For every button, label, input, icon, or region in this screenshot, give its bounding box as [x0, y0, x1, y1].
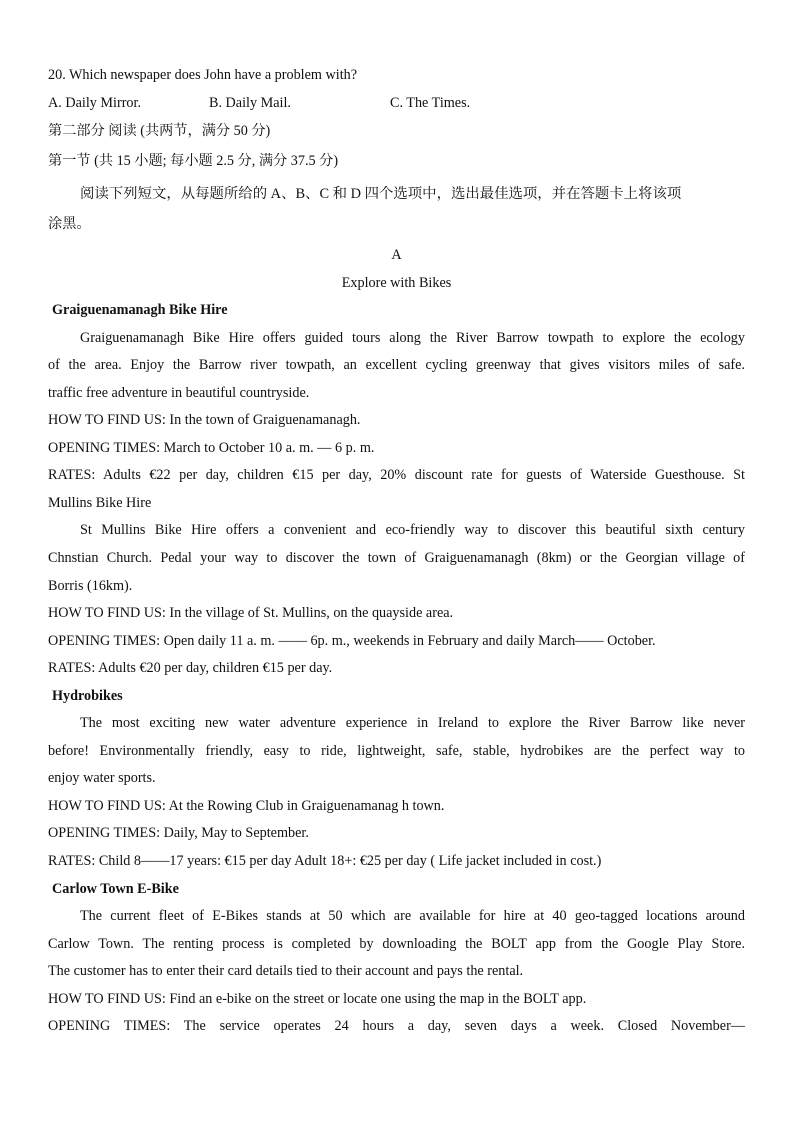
passage-line: OPENING TIMES: Open daily 11 a. m. —— 6p. m., weekends in February and daily March—— October. [48, 633, 656, 649]
passage-line: HOW TO FIND US: In the town of Graiguenamanagh. [48, 412, 361, 428]
section-heading: Hydrobikes [52, 688, 123, 704]
option-b: B. Daily Mail. [209, 95, 291, 111]
section-heading: Graiguenamanagh Bike Hire [52, 302, 228, 318]
passage-line: of the area. Enjoy the Barrow river towpath, an excellent cycling greenway that gives visitors miles of safe. [48, 357, 745, 373]
passage-line: before! Environmentally friendly, easy to ride, lightweight, safe, stable, hydrobikes are the perfect way to [48, 743, 745, 759]
passage-line: OPENING TIMES: Daily, May to September. [48, 825, 309, 841]
option-a: A. Daily Mirror. [48, 95, 141, 111]
passage-line: HOW TO FIND US: Find an e-bike on the street or locate one using the map in the BOLT app. [48, 991, 587, 1007]
passage-line: HOW TO FIND US: In the village of St. Mullins, on the quayside area. [48, 605, 454, 621]
passage-line: OPENING TIMES: March to October 10 a. m. — 6 p. m. [48, 440, 375, 456]
passage-line: The customer has to enter their card details tied to their account and pays the rental. [48, 963, 524, 979]
passage-line: Chnstian Church. Pedal your way to discover the town of Graiguenamanagh (8km) or the Georgian village of [48, 550, 745, 566]
passage-title: Explore with Bikes [341, 275, 452, 291]
section-part-heading: 第二部分 阅读 (共两节，满分 50 分) [48, 123, 271, 139]
passage-line: RATES: Adults €22 per day, children €15 per day, 20% discount rate for guests of Waterside Guesthouse. St [48, 467, 745, 483]
passage-line: The most exciting new water adventure experience in Ireland to explore the River Barrow like never [80, 715, 745, 731]
passage-line: RATES: Adults €20 per day, children €15 per day. [48, 660, 333, 676]
instructions-line-2: 涂黑。 [48, 216, 91, 232]
subsection-heading: 第一节 (共 15 小题; 每小题 2.5 分, 满分 37.5 分) [48, 153, 339, 169]
passage-line: enjoy water sports. [48, 770, 156, 786]
passage-line: St Mullins Bike Hire offers a convenient and eco-friendly way to discover this beautiful sixth century [80, 522, 745, 538]
section-heading: Carlow Town E-Bike [52, 881, 179, 897]
passage-line: Graiguenamanagh Bike Hire offers guided tours along the River Barrow towpath to explore the ecology [80, 330, 745, 346]
option-c: C. The Times. [390, 95, 471, 111]
passage-line: RATES: Child 8——17 years: €15 per day Adult 18+: €25 per day ( Life jacket included in cost.) [48, 853, 602, 869]
passage-line: HOW TO FIND US: At the Rowing Club in Graiguenamanag h town. [48, 798, 445, 814]
passage-line: Carlow Town. The renting process is completed by downloading the BOLT app from the Google Play Store. [48, 936, 745, 952]
passage-line: OPENING TIMES: The service operates 24 hours a day, seven days a week. Closed November— [48, 1018, 745, 1034]
passage-letter: A [391, 247, 402, 263]
question-stem: 20. Which newspaper does John have a problem with? [48, 67, 358, 83]
passage-line: Borris (16km). [48, 578, 133, 594]
passage-line: The current fleet of E-Bikes stands at 50 which are available for hire at 40 geo-tagged locations around [80, 908, 745, 924]
passage-line: Mullins Bike Hire [48, 495, 152, 511]
question-options [48, 94, 745, 112]
instructions-line-1: 阅读下列短文，从每题所给的 A、B、C 和 D 四个选项中，选出最佳选项，并在答题卡上将该项 [80, 186, 682, 202]
passage-line: traffic free adventure in beautiful countryside. [48, 385, 310, 401]
